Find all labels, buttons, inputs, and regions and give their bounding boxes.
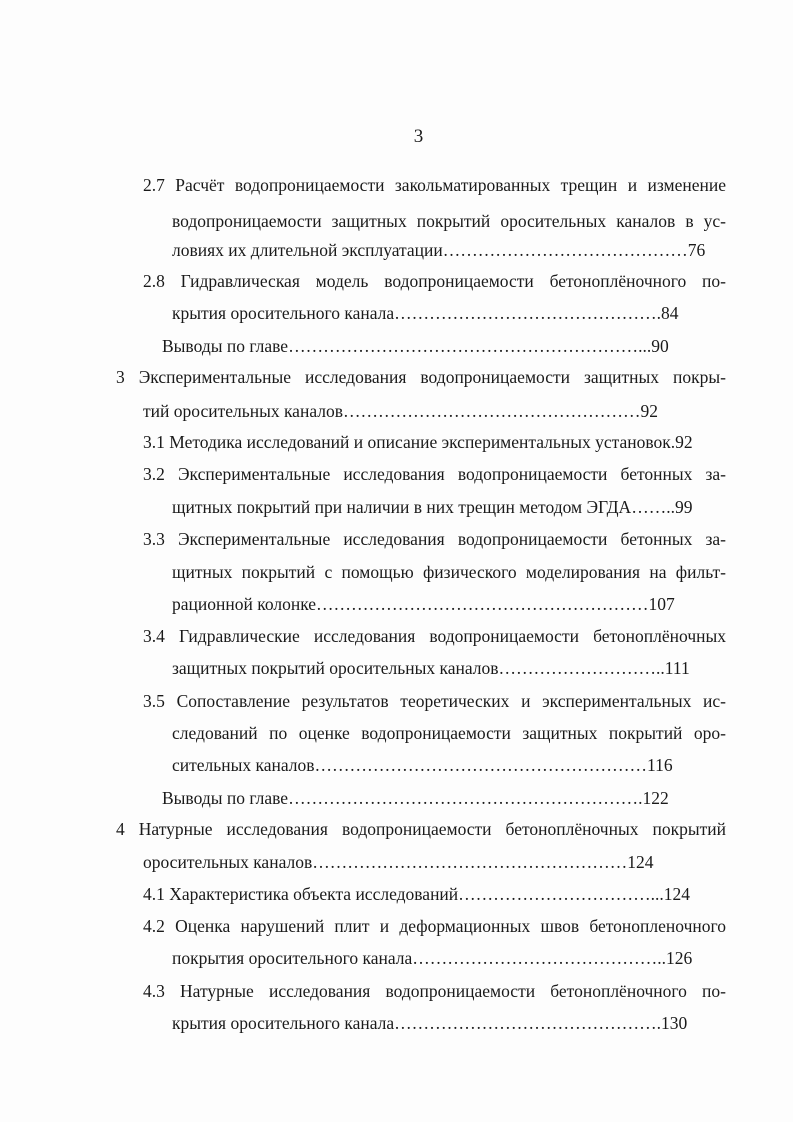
toc-line-2-7-b: водопроницаемости защитных покрытий оросительных каналов в ус-: [172, 211, 726, 231]
toc-line-4-3-b: крытия оросительного канала……………………………………….130: [172, 1013, 688, 1033]
toc-line-3-2-b: щитных покрытий при наличии в них трещин методом ЭГДА……..99: [172, 497, 693, 517]
toc-line-3-1: 3.1 Методика исследований и описание экспериментальных установок.92: [143, 432, 693, 452]
toc-line-4-2-a: 4.2 Оценка нарушений плит и деформационных швов бетонопленочного: [143, 916, 726, 936]
toc-line-3-5-a: 3.5 Сопоставление результатов теоретических и экспериментальных ис-: [143, 691, 726, 711]
toc-line-3-4-a: 3.4 Гидравлические исследования водопроницаемости бетоноплёночных: [143, 626, 726, 646]
toc-line-2-8-b: крытия оросительного канала……………………………………….84: [172, 303, 679, 323]
toc-line-conclusions-2: Выводы по главе……………………………………………………...90: [162, 336, 669, 356]
toc-line-3-4-b: защитных покрытий оросительных каналов………………………..111: [172, 658, 690, 678]
toc-line-chapter-4-a: 4 Натурные исследования водопроницаемости бетоноплёночных покрытий: [116, 819, 726, 839]
toc-line-chapter-3-a: 3 Экспериментальные исследования водопроницаемости защитных покры-: [116, 367, 726, 387]
toc-line-4-1: 4.1 Характеристика объекта исследований……………………………...124: [143, 884, 691, 904]
toc-line-3-5-b: следований по оценке водопроницаемости защитных покрытий оро-: [172, 723, 726, 743]
toc-line-3-3-a: 3.3 Экспериментальные исследования водопроницаемости бетонных за-: [143, 529, 726, 549]
toc-line-3-3-c: рационной колонке…………………………………………………107: [172, 594, 675, 614]
toc-line-2-8-a: 2.8 Гидравлическая модель водопроницаемости бетоноплёночного по-: [143, 271, 726, 291]
toc-line-chapter-3-b: тий оросительных каналов……………………………………………92: [143, 401, 658, 421]
toc-line-2-7-a: 2.7 Расчёт водопроницаемости закольматированных трещин и изменение: [143, 175, 726, 195]
toc-line-4-2-b: покрытия оросительного канала……………………………………..126: [172, 948, 693, 968]
page-number: 3: [413, 126, 424, 147]
toc-line-2-7-c: ловиях их длительной эксплуатации……………………………………76: [172, 240, 706, 260]
toc-line-conclusions-3: Выводы по главе…………………………………………………….122: [162, 788, 669, 808]
toc-line-4-3-a: 4.3 Натурные исследования водопроницаемости бетоноплёночного по-: [143, 981, 726, 1001]
toc-line-3-2-a: 3.2 Экспериментальные исследования водопроницаемости бетонных за-: [143, 464, 726, 484]
toc-line-3-5-c: сительных каналов…………………………………………………116: [172, 755, 673, 775]
toc-line-chapter-4-b: оросительных каналов………………………………………………124: [143, 852, 654, 872]
toc-line-3-3-b: щитных покрытий с помощью физического моделирования на фильт-: [172, 562, 726, 582]
